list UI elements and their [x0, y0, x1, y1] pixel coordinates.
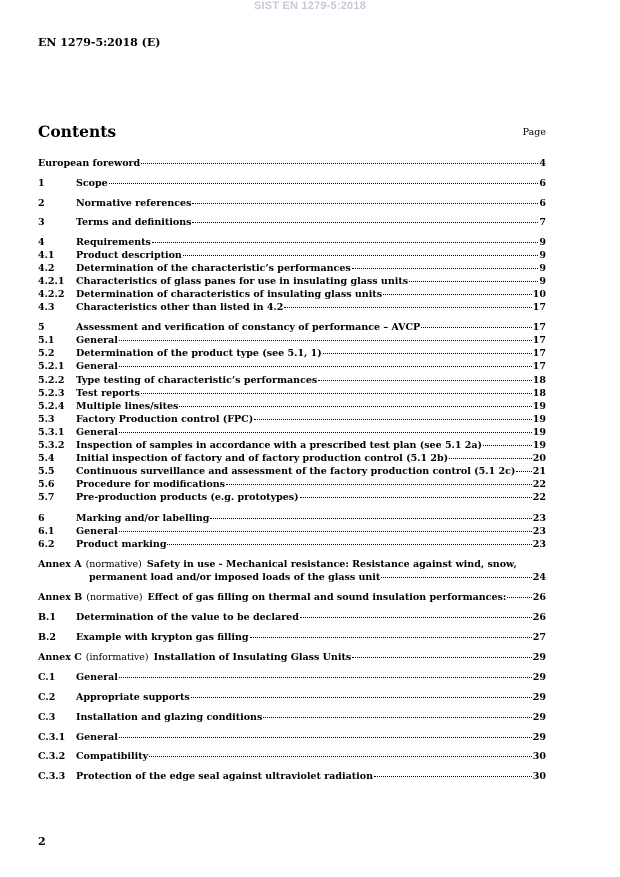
toc-entry[interactable]	[38, 672, 546, 684]
toc-entry-page: 26	[532, 592, 546, 603]
toc-entry-page: 19	[532, 440, 546, 451]
toc-entry-title: General	[76, 427, 118, 438]
toc-entry-title: Example with krypton gas filling	[76, 632, 249, 643]
annex-title-continued: permanent load and/or imposed loads of the glass unit	[89, 572, 381, 583]
toc-entry-title: Pre-production products (e.g. prototypes)	[76, 492, 299, 503]
toc-entry[interactable]	[38, 335, 546, 347]
toc-entry-page: 6	[539, 178, 546, 189]
toc-entry[interactable]	[38, 302, 546, 314]
toc-entry-page: 22	[532, 479, 546, 490]
toc-entry-title: General	[76, 672, 118, 683]
page-column-label: Page	[522, 127, 546, 138]
leader-dots	[141, 163, 538, 164]
toc-entry-number: 4	[38, 237, 45, 248]
toc-entry-title: Characteristics of glass panes for use in insulating glass units	[76, 276, 409, 287]
toc-entry-title: General	[76, 732, 118, 743]
leader-dots	[254, 419, 532, 420]
leader-dots	[119, 340, 532, 341]
toc-entry[interactable]	[38, 237, 546, 249]
toc-entry-number: 4.2	[38, 263, 55, 274]
toc-entry[interactable]	[38, 401, 546, 413]
annex-title: Safety in use - Mechanical resistance: Resistance against wind, snow,	[146, 559, 517, 570]
toc-entry-page: 19	[532, 401, 546, 412]
toc-entry-number: 6.1	[38, 526, 55, 537]
toc-entry-title: Procedure for modifications	[76, 479, 226, 490]
leader-dots	[250, 637, 532, 638]
toc-entry[interactable]	[38, 414, 546, 426]
leader-dots	[483, 445, 532, 446]
toc-entry-foreword[interactable]	[38, 158, 546, 170]
leader-dots	[421, 327, 532, 328]
toc-entry-title: General	[76, 335, 118, 346]
toc-entry-number: 5.2.3	[38, 388, 65, 399]
toc-entry-page: 23	[532, 539, 546, 550]
leader-dots	[318, 380, 532, 381]
toc-entry-number: 4.1	[38, 250, 55, 261]
page-number: 2	[38, 835, 46, 848]
toc-entry[interactable]	[38, 178, 546, 190]
leader-dots	[516, 471, 531, 472]
toc-entry-page: 17	[532, 322, 546, 333]
toc-entry-page: 29	[532, 652, 546, 663]
toc-entry-title: General	[76, 526, 118, 537]
toc-entry-number: 5	[38, 322, 45, 333]
leader-dots	[119, 531, 532, 532]
leader-dots	[507, 597, 531, 598]
toc-entry[interactable]	[38, 375, 546, 387]
leader-dots	[210, 518, 531, 519]
toc-entry-number: 5.3.2	[38, 440, 65, 451]
leader-dots	[352, 268, 539, 269]
toc-entry[interactable]	[38, 289, 546, 301]
toc-entry-number: 5.2	[38, 348, 55, 359]
leader-dots	[119, 677, 532, 678]
toc-entry-page: 17	[532, 302, 546, 313]
toc-entry[interactable]	[38, 692, 546, 704]
leader-dots	[109, 183, 539, 184]
document-id: EN 1279-5:2018 (E)	[38, 36, 161, 49]
annex-label: Annex C	[38, 652, 82, 663]
toc-entry[interactable]	[38, 492, 546, 504]
toc-entry-title: Factory Production control (FPC)	[76, 414, 254, 425]
page-title: Contents	[38, 122, 117, 141]
toc-entry[interactable]	[38, 361, 546, 373]
toc-annex-a[interactable]	[38, 559, 546, 571]
toc-entry-title: Protection of the edge seal against ultraviolet radiation	[76, 771, 373, 782]
toc-entry-number: C.1	[38, 672, 56, 683]
toc-entry-page: 6	[539, 198, 546, 209]
toc-entry-page: 24	[532, 572, 546, 583]
leader-dots	[119, 432, 532, 433]
toc-entry[interactable]	[38, 732, 546, 744]
toc-entry-page: 29	[532, 672, 546, 683]
annex-kind: (normative)	[86, 592, 143, 603]
toc-entry-page: 19	[532, 414, 546, 425]
toc-entry-title: Determination of the product type (see 5.1, 1)	[76, 348, 322, 359]
toc-entry-title: Product description	[76, 250, 182, 261]
toc-entry-number: 5.2.1	[38, 361, 65, 372]
leader-dots	[119, 366, 532, 367]
toc-entry-page: 22	[532, 492, 546, 503]
leader-dots	[183, 255, 539, 256]
toc-entry-title: Determination of characteristics of insulating glass units	[76, 289, 383, 300]
toc-entry[interactable]	[38, 250, 546, 262]
toc-entry-page: 17	[532, 348, 546, 359]
leader-dots	[119, 737, 532, 738]
toc-entry[interactable]	[38, 198, 546, 210]
toc-entry-title: Multiple lines/sites	[76, 401, 179, 412]
annex-title: Installation of Insulating Glass Units	[153, 652, 352, 663]
leader-dots	[300, 497, 532, 498]
toc-entry-title: Compatibility	[76, 751, 149, 762]
toc-entry-number: C.3.2	[38, 751, 66, 762]
toc-entry-title: Appropriate supports	[76, 692, 190, 703]
toc-entry-title: Test reports	[76, 388, 140, 399]
watermark: SIST EN 1279-5:2018	[253, 0, 367, 12]
toc-entry-number: 5.1	[38, 335, 55, 346]
toc-entry-page: 18	[532, 388, 546, 399]
toc-entry-number: 5.4	[38, 453, 55, 464]
toc-entry-number: 4.2.2	[38, 289, 65, 300]
toc-entry[interactable]	[38, 751, 546, 763]
annex-kind: (informative)	[85, 652, 149, 663]
toc-entry-title: European foreword	[38, 158, 141, 169]
toc-entry-title: Terms and definitions	[76, 217, 192, 228]
toc-entry[interactable]	[38, 612, 546, 624]
leader-dots	[381, 577, 531, 578]
leader-dots	[149, 756, 532, 757]
toc-entry-title: Inspection of samples in accordance with a prescribed test plan (see 5.1 2a)	[76, 440, 483, 451]
leader-dots	[192, 222, 538, 223]
toc-entry-page: 9	[539, 263, 546, 274]
toc-entry-page: 29	[532, 712, 546, 723]
toc-entry[interactable]	[38, 388, 546, 400]
leader-dots	[383, 294, 532, 295]
leader-dots	[352, 657, 532, 658]
toc-entry[interactable]	[38, 427, 546, 439]
toc-entry-number: B.2	[38, 632, 56, 643]
toc-entry-title: Product marking	[76, 539, 167, 550]
toc-entry-number: 3	[38, 217, 45, 228]
toc-entry[interactable]	[38, 276, 546, 288]
leader-dots	[141, 393, 532, 394]
toc-entry-title: Installation and glazing conditions	[76, 712, 263, 723]
toc-entry[interactable]	[38, 466, 546, 478]
toc-entry[interactable]	[38, 217, 546, 229]
toc-entry-number: 1	[38, 178, 45, 189]
toc-entry-number: C.2	[38, 692, 56, 703]
toc-entry-page: 21	[532, 466, 546, 477]
toc-entry[interactable]	[38, 712, 546, 724]
toc-entry-number: 5.2.4	[38, 401, 65, 412]
toc-entry-title: Requirements	[76, 237, 151, 248]
toc-entry-title: General	[76, 361, 118, 372]
toc-entry-number: 5.3.1	[38, 427, 65, 438]
toc-entry-number: C.3.1	[38, 732, 66, 743]
toc-entry-page: 20	[532, 453, 546, 464]
toc-entry[interactable]	[38, 440, 546, 452]
leader-dots	[152, 242, 538, 243]
toc-entry-page: 9	[539, 237, 546, 248]
toc-entry-page: 10	[532, 289, 546, 300]
toc-entry-title: Scope	[76, 178, 108, 189]
toc-entry-title: Characteristics other than listed in 4.2	[76, 302, 284, 313]
toc-entry-number: 5.5	[38, 466, 55, 477]
toc-entry-number: 6.2	[38, 539, 55, 550]
leader-dots	[226, 484, 532, 485]
toc-annex-a-continued[interactable]	[89, 572, 546, 584]
toc-annex-c[interactable]	[38, 652, 546, 664]
annex-kind: (normative)	[85, 559, 142, 570]
toc-entry-title: Type testing of characteristic’s performances	[76, 375, 318, 386]
leader-dots	[374, 776, 532, 777]
toc-entry-number: 5.3	[38, 414, 55, 425]
toc-entry-page: 26	[532, 612, 546, 623]
toc-entry-page: 30	[532, 771, 546, 782]
toc-entry-number: 4.2.1	[38, 276, 65, 287]
toc-entry[interactable]	[38, 526, 546, 538]
toc-entry-page: 17	[532, 335, 546, 346]
toc-entry-number: B.1	[38, 612, 56, 623]
toc-entry-number: 2	[38, 198, 45, 209]
leader-dots	[263, 717, 531, 718]
toc-entry-page: 9	[539, 250, 546, 261]
toc-entry[interactable]	[38, 479, 546, 491]
toc-entry-page: 19	[532, 427, 546, 438]
toc-entry-page: 23	[532, 513, 546, 524]
toc-entry-title: Determination of the characteristic’s performances	[76, 263, 351, 274]
leader-dots	[191, 697, 532, 698]
annex-title: Effect of gas filling on thermal and sound insulation performances:	[147, 592, 507, 603]
leader-dots	[409, 281, 538, 282]
toc-entry[interactable]	[38, 263, 546, 275]
toc-entry-number: C.3	[38, 712, 56, 723]
toc-entry-title: Normative references	[76, 198, 192, 209]
toc-entry[interactable]	[38, 453, 546, 465]
leader-dots	[192, 203, 538, 204]
toc-entry-page: 29	[532, 732, 546, 743]
toc-entry-title: Continuous surveillance and assessment of the factory production control (5.1 2c)	[76, 466, 516, 477]
toc-entry-number: C.3.3	[38, 771, 66, 782]
leader-dots	[179, 406, 531, 407]
toc-entry-page: 9	[539, 276, 546, 287]
toc-entry-page: 4	[539, 158, 546, 169]
toc-entry-title: Initial inspection of factory and of factory production control (5.1 2b)	[76, 453, 449, 464]
toc-entry[interactable]	[38, 513, 546, 525]
toc-entry-number: 5.2.2	[38, 375, 65, 386]
toc-entry-title: Assessment and verification of constancy of performance – AVCP	[76, 322, 421, 333]
annex-label: Annex A	[38, 559, 82, 570]
toc-entry-title: Marking and/or labelling	[76, 513, 210, 524]
leader-dots	[167, 544, 531, 545]
toc-entry-number: 5.6	[38, 479, 55, 490]
toc-entry-page: 18	[532, 375, 546, 386]
toc-entry-number: 5.7	[38, 492, 55, 503]
leader-dots	[323, 353, 532, 354]
toc-entry[interactable]	[38, 322, 546, 334]
toc-entry-page: 27	[532, 632, 546, 643]
toc-entry-number: 4.3	[38, 302, 55, 313]
toc-entry[interactable]	[38, 771, 546, 783]
toc-entry-page: 17	[532, 361, 546, 372]
toc-entry[interactable]	[38, 539, 546, 551]
toc-entry-page: 30	[532, 751, 546, 762]
leader-dots	[284, 307, 531, 308]
leader-dots	[449, 458, 532, 459]
annex-label: Annex B	[38, 592, 83, 603]
toc-entry-number: 6	[38, 513, 45, 524]
toc-annex-b[interactable]	[38, 592, 546, 604]
toc-entry[interactable]	[38, 348, 546, 360]
toc-entry-page: 29	[532, 692, 546, 703]
leader-dots	[300, 617, 532, 618]
toc-entry-page: 7	[539, 217, 546, 228]
toc-entry-title: Determination of the value to be declared	[76, 612, 299, 623]
toc-entry-page: 23	[532, 526, 546, 537]
toc-entry[interactable]	[38, 632, 546, 644]
